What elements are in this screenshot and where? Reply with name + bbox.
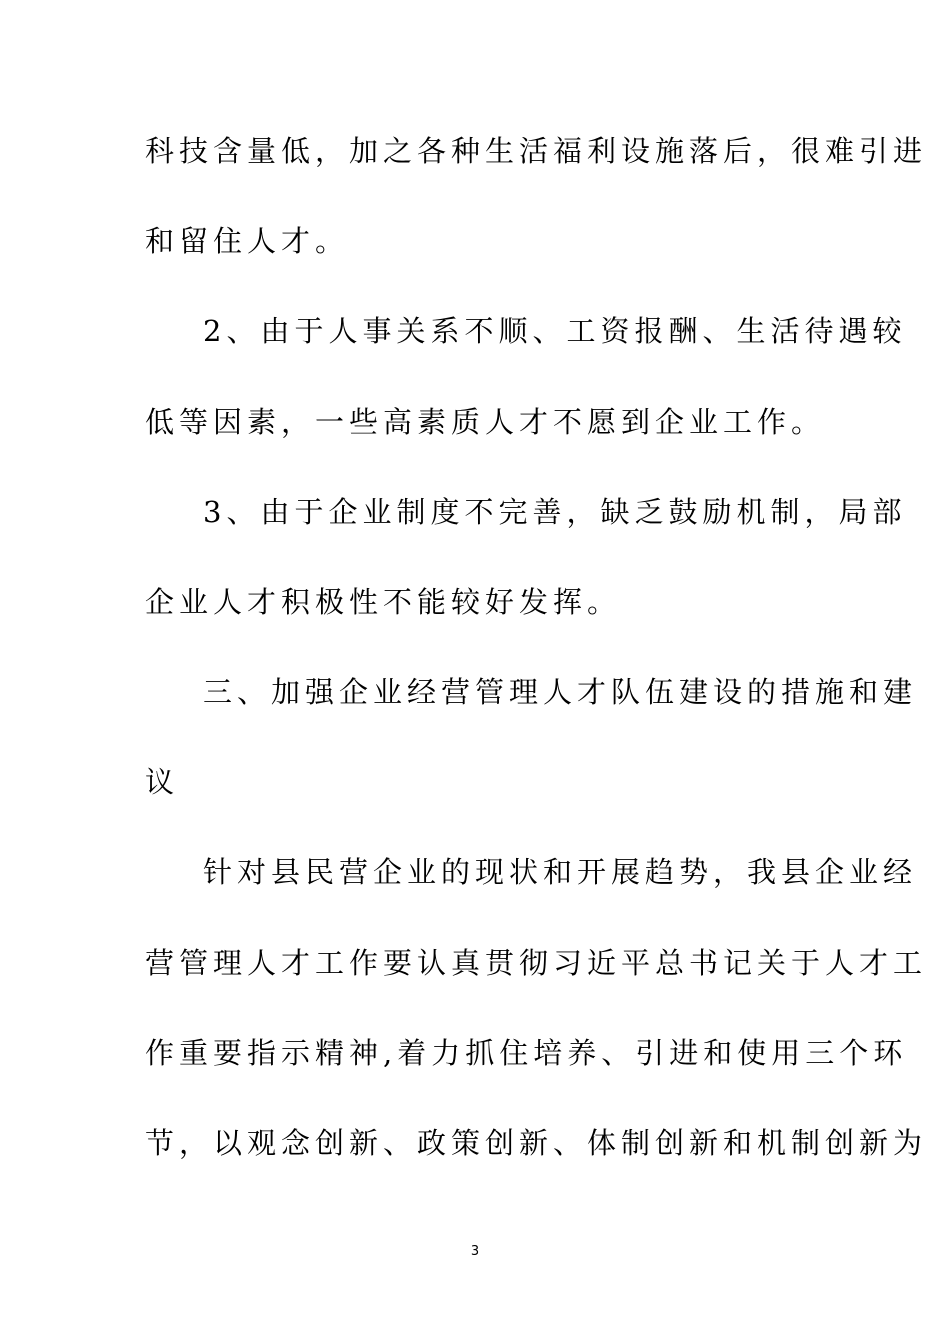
text-line-7: 三、加强企业经营管理人才队伍建设的措施和建 bbox=[203, 675, 918, 709]
text-line-9: 针对县民营企业的现状和开展趋势，我县企业经 bbox=[203, 855, 918, 889]
text-line-4: 低等因素，一些高素质人才不愿到企业工作。 bbox=[145, 405, 826, 439]
text-line-10: 营管理人才工作要认真贯彻习近平总书记关于人才工 bbox=[145, 946, 928, 980]
page-number: 3 bbox=[470, 1244, 480, 1259]
text-line-8: 议 bbox=[145, 765, 180, 799]
text-line-2: 和留住人才。 bbox=[145, 224, 350, 258]
text-line-12: 节，以观念创新、政策创新、体制创新和机制创新为 bbox=[145, 1126, 928, 1160]
text-line-5: 3、由于企业制度不完善，缺乏鼓励机制，局部 bbox=[203, 495, 907, 529]
text-line-3: 2、由于人事关系不顺、工资报酬、生活待遇较 bbox=[203, 314, 907, 348]
text-line-1: 科技含量低，加之各种生活福利设施落后，很难引进 bbox=[145, 134, 928, 168]
text-line-6: 企业人才积极性不能较好发挥。 bbox=[145, 585, 622, 619]
text-line-11: 作重要指示精神,着力抓住培养、引进和使用三个环 bbox=[145, 1036, 908, 1070]
